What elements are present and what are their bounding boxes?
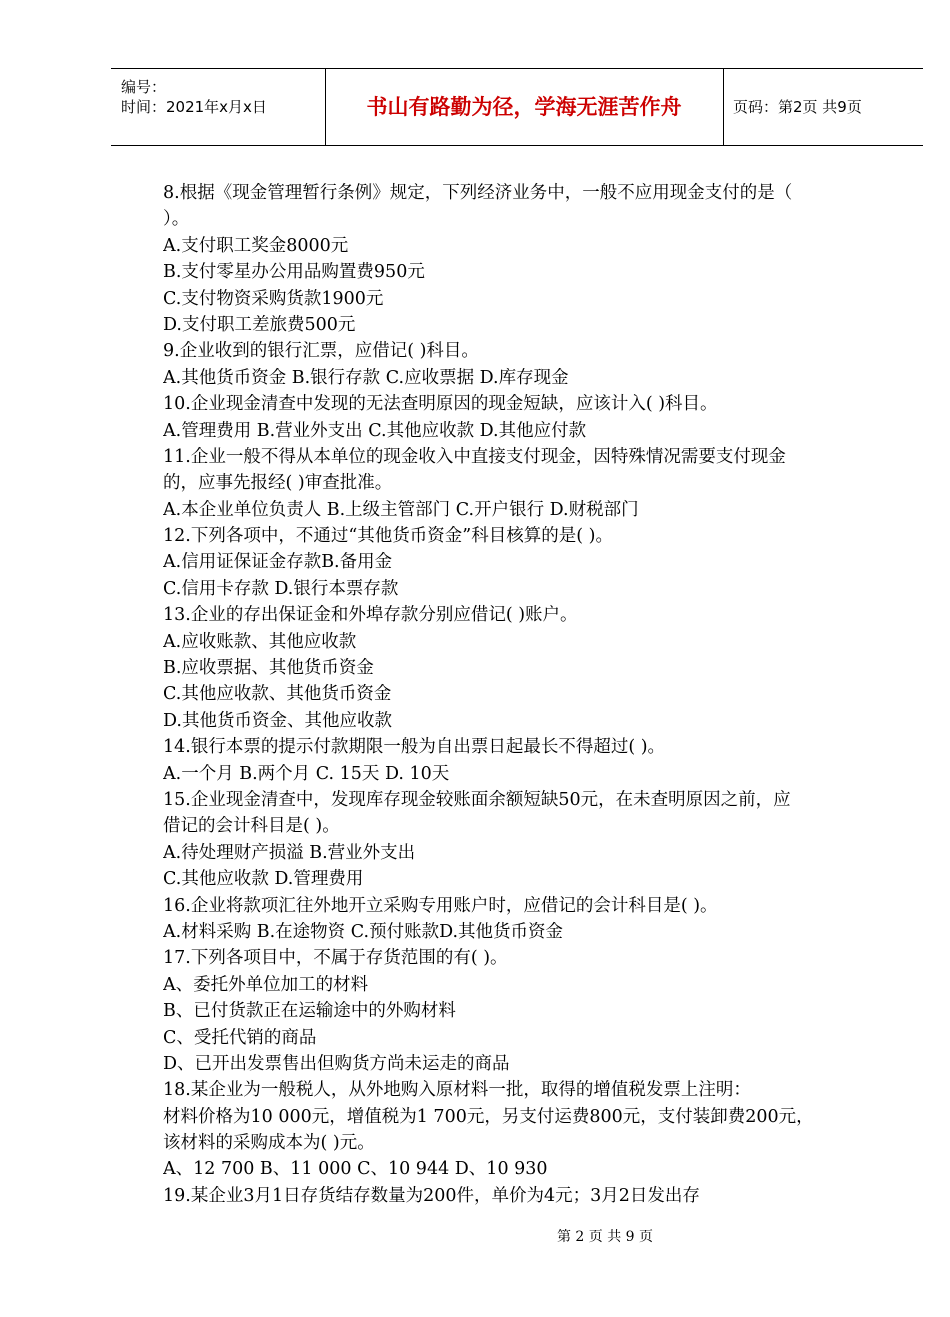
text-line: A.本企业单位负责人 B.上级主管部门 C.开户银行 D.财税部门: [163, 499, 639, 520]
text-line: 该材料的采购成本为( )元。: [163, 1133, 375, 1154]
text-line: 10.企业现金清查中发现的无法查明原因的现金短缺，应该计入( )科目。: [163, 394, 718, 415]
text-line: A.一个月 B.两个月 C. 15天 D. 10天: [163, 763, 450, 784]
header-page-number: 页码：第2页 共9页: [733, 98, 862, 116]
document-number: 编号：: [121, 78, 167, 96]
text-line: 借记的会计科目是( )。: [163, 816, 340, 837]
text-line: 的，应事先报经( )审查批准。: [163, 473, 393, 494]
text-line: C、受托代销的商品: [163, 1027, 317, 1048]
text-line: D、已开出发票售出但购货方尚未运走的商品: [163, 1053, 510, 1074]
text-line: 9.企业收到的银行汇票，应借记( )科目。: [163, 341, 479, 362]
text-line: 13.企业的存出保证金和外埠存款分别应借记( )账户。: [163, 605, 578, 626]
text-line: C.信用卡存款 D.银行本票存款: [163, 578, 399, 599]
text-line: 18.某企业为一般税人，从外地购入原材料一批，取得的增值税发票上注明：: [163, 1080, 751, 1101]
header-motto: 书山有路勤为径，学海无涯苦作舟: [366, 95, 682, 119]
text-line: D.支付职工差旅费500元: [163, 314, 356, 335]
text-line: 16.企业将款项汇往外地开立采购专用账户时，应借记的会计科目是( )。: [163, 895, 718, 916]
text-line: C.其他应收款 D.管理费用: [163, 869, 364, 890]
text-line: 材料价格为10 000元，增值税为1 700元，另支付运费800元，支付装卸费200元，: [163, 1106, 814, 1127]
text-line: A.应收账款、其他应收款: [163, 631, 357, 652]
document-time: 时间：2021年x月x日: [121, 98, 267, 116]
text-line: 17.下列各项目中，不属于存货范围的有( )。: [163, 948, 508, 969]
text-line: ）。: [163, 209, 190, 230]
text-line: 12.下列各项中，不通过“其他货币资金”科目核算的是( )。: [163, 526, 613, 547]
text-line: 11.企业一般不得从本单位的现金收入中直接支付现金，因特殊情况需要支付现金: [163, 446, 786, 467]
header-divider-right: [723, 69, 724, 145]
page-footer: [0, 1226, 950, 1246]
text-line: D.其他货币资金、其他应收款: [163, 710, 392, 731]
text-line: B.支付零星办公用品购置费950元: [163, 262, 425, 283]
text-line: 19.某企业3月1日存货结存数量为200件，单价为4元；3月2日发出存: [163, 1185, 700, 1206]
page-header: [111, 68, 923, 146]
text-line: A.管理费用 B.营业外支出 C.其他应收款 D.其他应付款: [163, 420, 587, 441]
text-line: A.信用证保证金存款B.备用金: [163, 552, 393, 573]
text-line: B.应收票据、其他货币资金: [163, 658, 374, 679]
text-line: A、12 700 B、11 000 C、10 944 D、10 930: [163, 1159, 548, 1180]
text-line: 15.企业现金清查中，发现库存现金较账面余额短缺50元，在未查明原因之前，应: [163, 789, 791, 810]
header-meta: [121, 77, 267, 117]
text-line: A、委托外单位加工的材料: [163, 974, 369, 995]
text-line: 8.根据《现金管理暂行条例》规定，下列经济业务中，一般不应用现金支付的是（: [163, 183, 793, 203]
footer-page-number: 第 2 页 共 9 页: [556, 1229, 654, 1245]
text-line: C.支付物资采购货款1900元: [163, 288, 384, 309]
document-body: [163, 180, 915, 1209]
text-line: 14.银行本票的提示付款期限一般为自出票日起最长不得超过( )。: [163, 737, 666, 758]
text-line: C.其他应收款、其他货币资金: [163, 684, 392, 705]
text-line: B、已付货款正在运输途中的外购材料: [163, 1001, 456, 1022]
text-line: A.其他货币资金 B.银行存款 C.应收票据 D.库存现金: [163, 367, 569, 388]
text-line: A.待处理财产损溢 B.营业外支出: [163, 842, 416, 863]
text-line: A.材料采购 B.在途物资 C.预付账款D.其他货币资金: [163, 921, 564, 942]
text-line: A.支付职工奖金8000元: [163, 235, 349, 256]
